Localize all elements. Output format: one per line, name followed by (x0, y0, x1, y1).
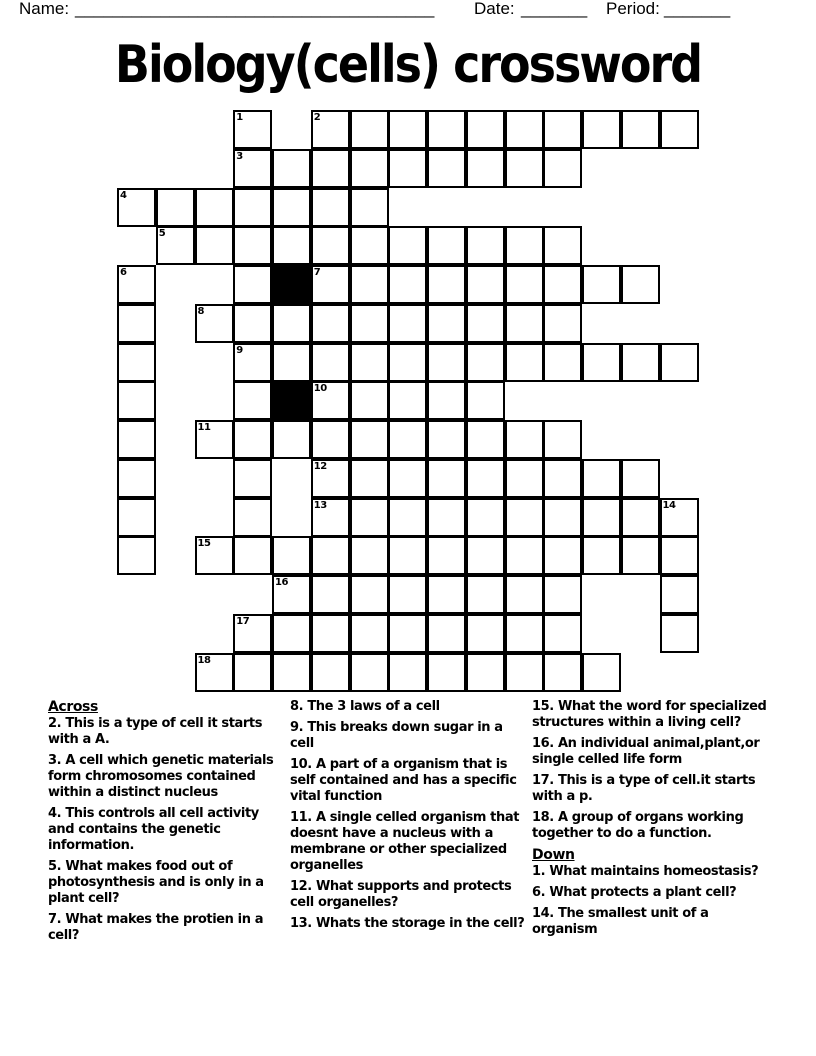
name-field[interactable]: ______________________________________ (75, 0, 435, 18)
grid-cell[interactable] (505, 459, 544, 498)
grid-cell[interactable] (582, 536, 621, 575)
grid-cell[interactable] (660, 110, 699, 149)
date-label: Date: (474, 0, 515, 18)
grid-cell[interactable] (505, 575, 544, 614)
grid-cell[interactable] (272, 653, 311, 692)
grid-cell[interactable] (233, 381, 272, 420)
grid-cell[interactable] (543, 459, 582, 498)
grid-cell[interactable] (427, 575, 466, 614)
clue-across-10: 10. A part of a organism that is self contained and has a specific vital function (290, 757, 517, 804)
grid-number: 11 (197, 422, 211, 433)
grid-cell[interactable] (350, 614, 389, 653)
page-title: Biology(cells) crossword (114, 34, 702, 95)
grid-cell[interactable] (660, 343, 699, 382)
period-field[interactable]: _______ (664, 0, 731, 18)
grid-cell[interactable] (350, 459, 389, 498)
grid-cell[interactable] (272, 536, 311, 575)
grid-cell[interactable] (388, 653, 427, 692)
grid-cell[interactable] (233, 265, 272, 304)
grid-cell[interactable] (156, 188, 195, 227)
across-heading: Across (48, 699, 98, 715)
grid-cell[interactable] (466, 653, 505, 692)
grid-cell[interactable] (350, 498, 389, 537)
clue-across-2: 2. This is a type of cell it starts with a A. (48, 716, 263, 747)
grid-cell[interactable] (543, 575, 582, 614)
grid-number: 4 (120, 189, 127, 201)
grid-number: 8 (197, 305, 204, 317)
down-heading: Down (532, 847, 575, 863)
grid-cell[interactable] (388, 381, 427, 420)
grid-cell[interactable] (543, 614, 582, 653)
grid-cell[interactable] (582, 459, 621, 498)
grid-cell[interactable] (350, 381, 389, 420)
clue-across-7: 7. What makes the protien in a cell? (48, 912, 264, 943)
grid-cell[interactable] (233, 536, 272, 575)
grid-cell[interactable] (543, 498, 582, 537)
clue-across-3: 3. A cell which genetic materials form chromosomes contained within a distinct nucleus (48, 753, 274, 800)
grid-cell[interactable] (427, 343, 466, 382)
grid-cell[interactable] (427, 459, 466, 498)
grid-cell[interactable] (233, 226, 272, 265)
grid-cell[interactable] (466, 265, 505, 304)
grid-cell[interactable] (543, 226, 582, 265)
grid-cell[interactable] (466, 381, 505, 420)
grid-cell[interactable] (582, 498, 621, 537)
clues-column-1 (48, 699, 284, 949)
grid-cell[interactable] (117, 420, 156, 459)
grid-cell[interactable] (505, 343, 544, 382)
grid-cell[interactable] (388, 304, 427, 343)
grid-cell[interactable] (233, 498, 272, 537)
grid-number: 10 (313, 383, 327, 395)
grid-cell[interactable] (311, 188, 350, 227)
grid-cell[interactable] (505, 653, 544, 692)
grid-cell[interactable] (350, 149, 389, 188)
grid-number: 12 (313, 460, 327, 472)
grid-cell[interactable] (427, 381, 466, 420)
grid-number: 14 (662, 499, 676, 511)
grid-cell[interactable] (660, 614, 699, 653)
grid-cell[interactable] (543, 304, 582, 343)
grid-cell[interactable] (233, 304, 272, 343)
grid-cell[interactable] (233, 653, 272, 692)
grid-cell[interactable] (350, 226, 389, 265)
grid-number: 15 (197, 538, 211, 550)
grid-cell[interactable] (311, 575, 350, 614)
date-field[interactable]: _______ (521, 0, 588, 18)
grid-cell[interactable] (388, 110, 427, 149)
clue-across-17: 17. This is a type of cell.it starts with a p. (532, 773, 756, 804)
grid-cell[interactable] (350, 343, 389, 382)
grid-cell[interactable] (195, 226, 234, 265)
grid-cell[interactable] (233, 188, 272, 227)
grid-cell[interactable] (543, 343, 582, 382)
grid-cell[interactable] (388, 536, 427, 575)
clue-across-4: 4. This controls all cell activity and contains the genetic information. (48, 806, 259, 853)
grid-cell[interactable] (117, 304, 156, 343)
grid-cell[interactable] (466, 343, 505, 382)
grid-cell[interactable] (233, 420, 272, 459)
grid-number: 13 (313, 499, 327, 511)
clues-column-3 (532, 699, 768, 943)
grid-number: 16 (275, 577, 288, 588)
grid-cell[interactable] (272, 226, 311, 265)
grid-cell[interactable] (660, 536, 699, 575)
grid-cell[interactable] (505, 149, 544, 188)
clue-across-15: 15. What the word for specialized structures within a living cell? (532, 699, 767, 730)
grid-number: 1 (236, 112, 243, 123)
grid-cell[interactable] (272, 343, 311, 382)
grid-cell[interactable] (466, 304, 505, 343)
grid-cell[interactable] (350, 265, 389, 304)
grid-cell[interactable] (466, 498, 505, 537)
grid-number: 17 (236, 615, 250, 627)
grid-cell[interactable] (272, 614, 311, 653)
grid-cell[interactable] (466, 149, 505, 188)
grid-cell[interactable] (311, 614, 350, 653)
name-label: Name: (19, 0, 70, 18)
grid-cell[interactable] (621, 343, 660, 382)
grid-cell[interactable] (350, 110, 389, 149)
grid-cell[interactable] (350, 188, 389, 227)
grid-cell[interactable] (350, 420, 389, 459)
grid-cell[interactable] (621, 498, 660, 537)
grid-cell[interactable] (543, 536, 582, 575)
grid-cell[interactable] (427, 614, 466, 653)
grid-cell[interactable] (311, 149, 350, 188)
grid-cell[interactable] (621, 110, 660, 149)
grid-cell[interactable] (311, 420, 350, 459)
grid-cell[interactable] (388, 149, 427, 188)
grid-cell[interactable] (388, 265, 427, 304)
grid-cell[interactable] (582, 265, 621, 304)
grid-cell[interactable] (427, 304, 466, 343)
grid-cell[interactable] (427, 536, 466, 575)
grid-cell[interactable] (427, 110, 466, 149)
clue-down-14: 14. The smallest unit of a organism (532, 906, 709, 937)
grid-cell[interactable] (505, 420, 544, 459)
grid-cell[interactable] (543, 265, 582, 304)
grid-cell[interactable] (427, 149, 466, 188)
clue-across-8: 8. The 3 laws of a cell (290, 699, 440, 714)
grid-cell[interactable] (621, 265, 660, 304)
grid-cell[interactable] (505, 304, 544, 343)
clue-across-12: 12. What supports and protects cell organelles? (290, 879, 512, 910)
grid-cell[interactable] (427, 498, 466, 537)
grid-cell[interactable] (543, 420, 582, 459)
grid-cell[interactable] (466, 420, 505, 459)
grid-cell[interactable] (543, 110, 582, 149)
grid-cell[interactable] (505, 614, 544, 653)
grid-cell[interactable] (466, 536, 505, 575)
grid-cell[interactable] (427, 265, 466, 304)
grid-cell[interactable] (388, 575, 427, 614)
grid-cell-black (272, 381, 311, 420)
grid-cell[interactable] (117, 343, 156, 382)
clue-across-18: 18. A group of organs working together to do a function. (532, 810, 744, 841)
grid-cell[interactable] (505, 226, 544, 265)
grid-cell[interactable] (427, 226, 466, 265)
grid-cell[interactable] (621, 536, 660, 575)
grid-cell[interactable] (466, 575, 505, 614)
grid-cell[interactable] (117, 536, 156, 575)
grid-cell[interactable] (311, 536, 350, 575)
grid-cell[interactable] (543, 149, 582, 188)
clue-across-9: 9. This breaks down sugar in a cell (290, 720, 503, 751)
grid-cell[interactable] (505, 265, 544, 304)
grid-number: 9 (236, 344, 243, 356)
grid-number: 18 (197, 654, 211, 666)
grid-cell[interactable] (350, 653, 389, 692)
grid-number: 5 (158, 228, 166, 240)
grid-number: 7 (313, 267, 321, 278)
grid-cell[interactable] (311, 226, 350, 265)
clue-down-6: 6. What protects a plant cell? (532, 885, 737, 900)
grid-cell[interactable] (350, 575, 389, 614)
grid-cell[interactable] (466, 110, 505, 149)
grid-cell[interactable] (505, 536, 544, 575)
grid-cell[interactable] (582, 110, 621, 149)
grid-cell[interactable] (505, 498, 544, 537)
grid-cell[interactable] (272, 188, 311, 227)
grid-cell[interactable] (350, 304, 389, 343)
grid-cell[interactable] (388, 420, 427, 459)
grid-cell[interactable] (582, 653, 621, 692)
grid-cell[interactable] (195, 188, 234, 227)
grid-cell[interactable] (117, 459, 156, 498)
grid-cell[interactable] (233, 459, 272, 498)
clues-column-2 (290, 699, 526, 937)
period-label: Period: (606, 0, 660, 18)
grid-cell[interactable] (388, 343, 427, 382)
grid-number: 6 (120, 267, 127, 278)
grid-cell[interactable] (117, 498, 156, 537)
grid-cell[interactable] (272, 420, 311, 459)
grid-cell[interactable] (388, 226, 427, 265)
grid-cell[interactable] (505, 110, 544, 149)
grid-number: 2 (313, 112, 321, 123)
grid-cell[interactable] (272, 304, 311, 343)
grid-cell[interactable] (350, 536, 389, 575)
grid-cell[interactable] (466, 614, 505, 653)
clue-across-5: 5. What makes food out of photosynthesis and is only in a plant cell? (48, 859, 264, 906)
grid-number: 3 (236, 150, 243, 162)
clue-across-16: 16. An individual animal,plant,or single celled life form (532, 736, 760, 767)
grid-cell[interactable] (311, 304, 350, 343)
grid-cell[interactable] (388, 498, 427, 537)
clue-down-1: 1. What maintains homeostasis? (532, 864, 759, 879)
grid-cell[interactable] (311, 343, 350, 382)
grid-cell[interactable] (427, 653, 466, 692)
grid-cell[interactable] (621, 459, 660, 498)
grid-cell[interactable] (117, 381, 156, 420)
grid-cell-black (272, 265, 311, 304)
grid-cell[interactable] (311, 653, 350, 692)
grid-cell[interactable] (466, 226, 505, 265)
grid-cell[interactable] (466, 459, 505, 498)
grid-cell[interactable] (388, 459, 427, 498)
clue-across-13: 13. Whats the storage in the cell? (290, 916, 525, 931)
grid-cell[interactable] (660, 575, 699, 614)
grid-cell[interactable] (427, 420, 466, 459)
grid-cell[interactable] (388, 614, 427, 653)
grid-cell[interactable] (272, 149, 311, 188)
grid-cell[interactable] (582, 343, 621, 382)
grid-cell[interactable] (543, 653, 582, 692)
clue-across-11: 11. A single celled organism that doesnt have a nucleus with a membrane or other specialized organelles (290, 810, 520, 873)
